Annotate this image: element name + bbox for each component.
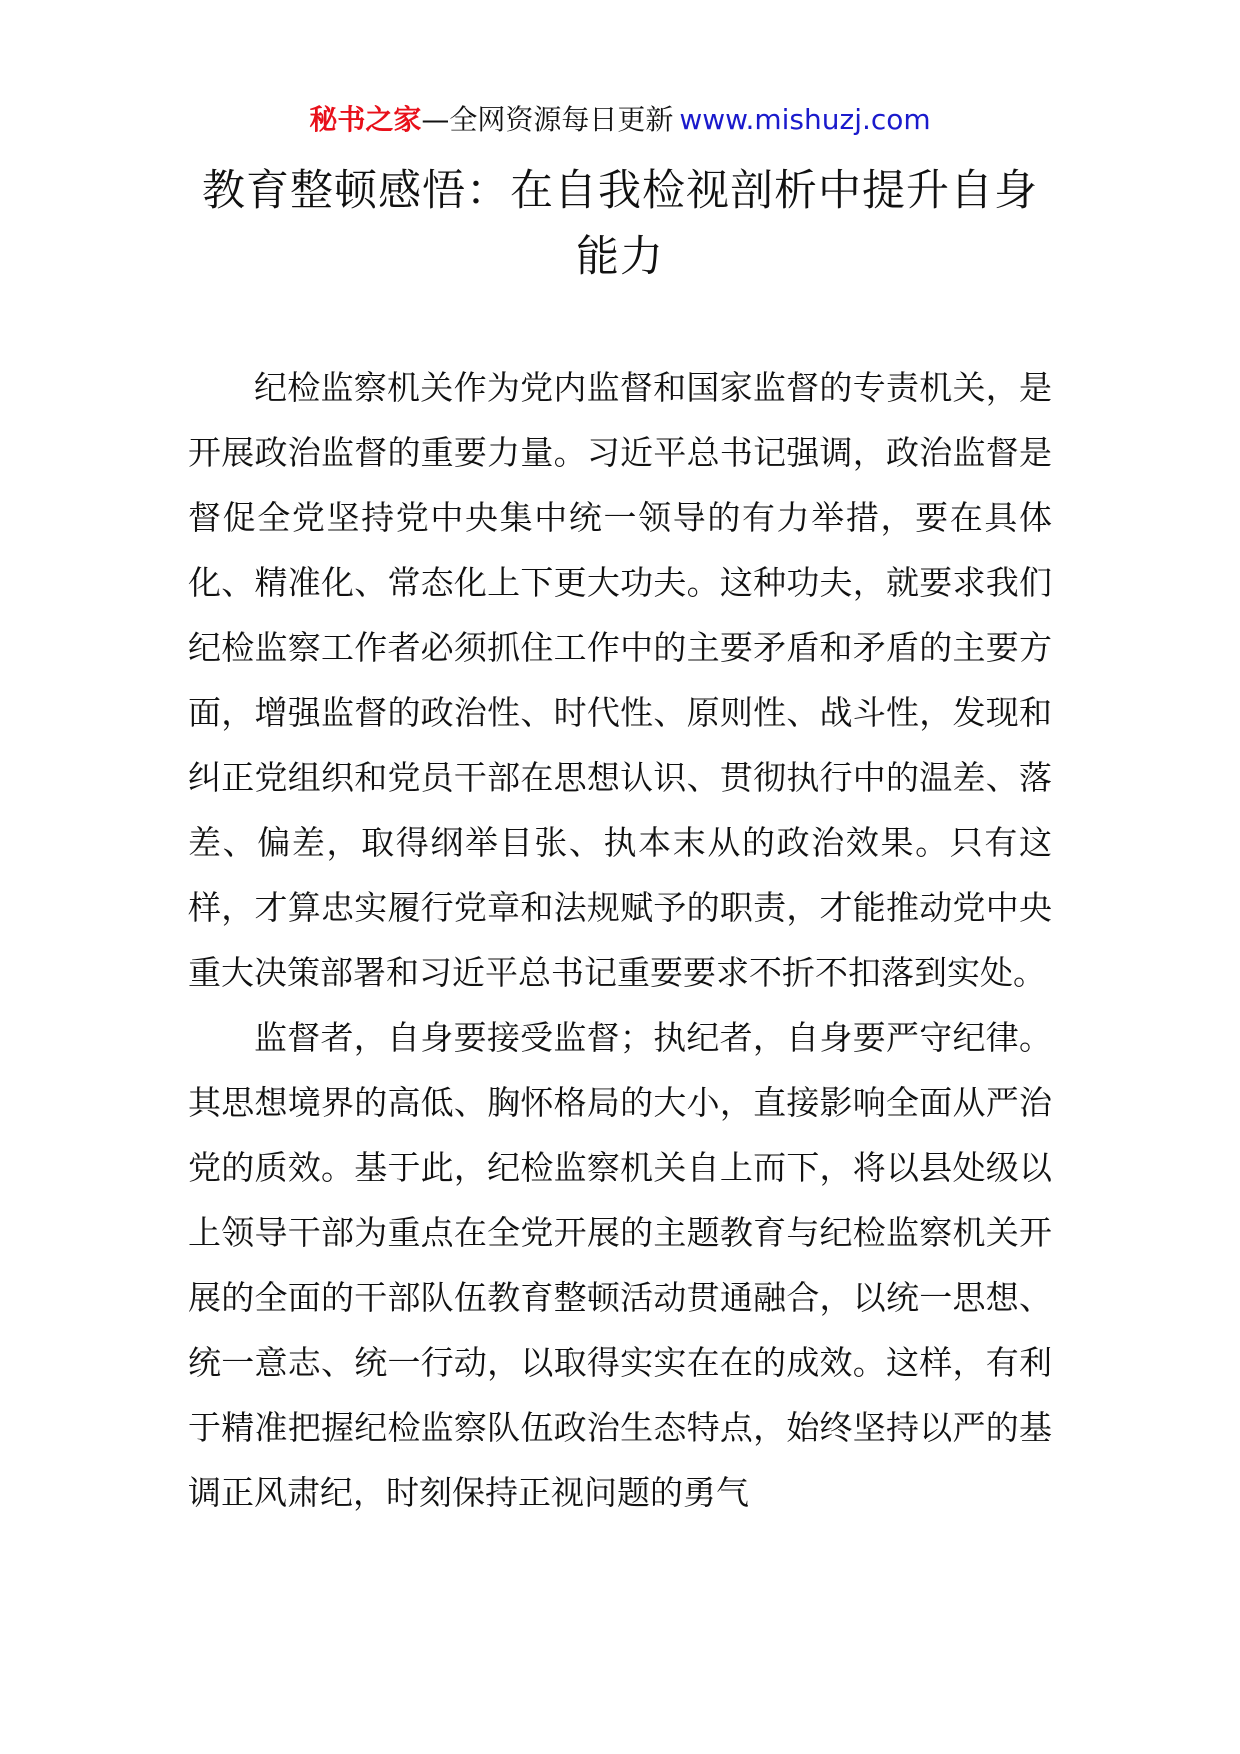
body-paragraph-2: 监督者，自身要接受监督；执纪者，自身要严守纪律。其思想境界的高低、胸怀格局的大小，直接影响全面从严治党的质效。基于此，纪检监察机关自上而下，将以县处级以上领导干部为重点在全党开展的主题教育与纪检监察机关开展的全面的干部队伍教育整顿活动贯通融合，以统一思想、统一意志、统一行动，以取得实实在在的成效。这样，有利于精准把握纪检监察队伍政治生态特点，始终坚持以严的基调正风肃纪，时刻保持正视问题的勇气 bbox=[188, 1018, 1052, 1512]
document-body bbox=[188, 355, 1052, 1525]
site-header bbox=[0, 100, 1240, 140]
site-url-link[interactable]: www.mishuzj.com bbox=[679, 103, 931, 136]
brand-name: 秘书之家 bbox=[309, 103, 422, 136]
body-paragraph-1: 纪检监察机关作为党内监督和国家监督的专责机关，是开展政治监督的重要力量。习近平总书记强调，政治监督是督促全党坚持党中央集中统一领导的有力举措，要在具体化、精准化、常态化上下更大功夫。这种功夫，就要求我们纪检监察工作者必须抓住工作中的主要矛盾和矛盾的主要方面，增强监督的政治性、时代性、原则性、战斗性，发现和纠正党组织和党员干部在思想认识、贯彻执行中的温差、落差、偏差，取得纲举目张、执本末从的政治效果。只有这样，才算忠实履行党章和法规赋予的职责，才能推动党中央重大决策部署和习近平总书记重要要求不折不扣落到实处。 bbox=[188, 368, 1052, 992]
document-title: 教育整顿感悟：在自我检视剖析中提升自身能力 bbox=[202, 166, 1038, 282]
header-slogan: —全网资源每日更新 bbox=[421, 103, 674, 136]
